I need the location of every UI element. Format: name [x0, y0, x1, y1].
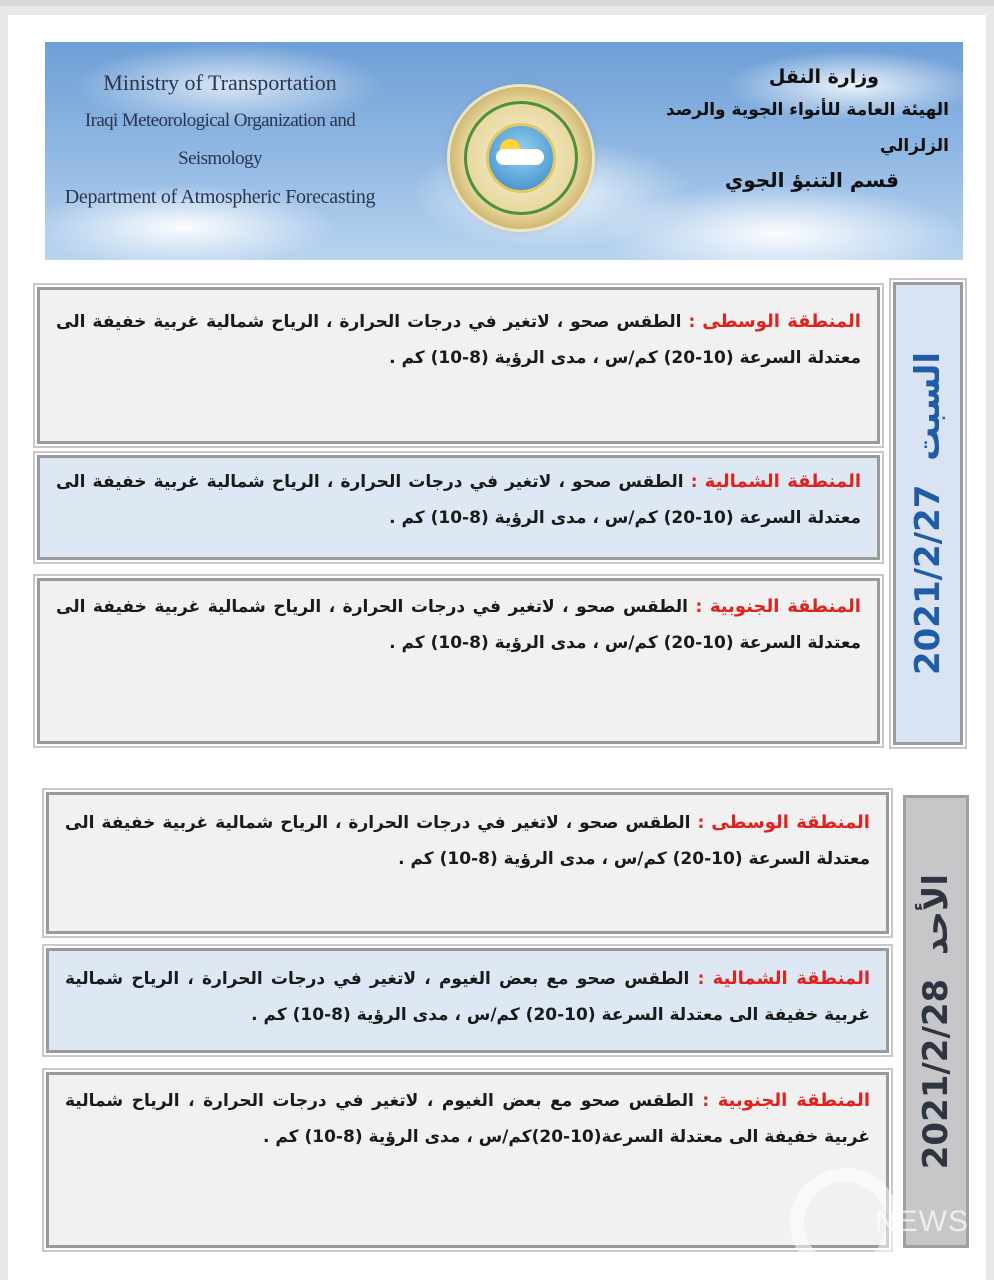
- region-name: المنطقة الجنوبية: [717, 1090, 870, 1111]
- region-name: المنطقة الوسطى: [702, 311, 861, 332]
- day-band-saturday: [893, 282, 963, 745]
- forecast-box-day1-south: المنطقة الجنوبية : الطقس صحو ، لاتغير في درجات الحرارة ، الرياح شمالية غربية خفيفة الى معتدلة السرعة (10-20) كم/س ، مدى الرؤية (8-10) كم .: [37, 578, 880, 744]
- region-name: المنطقة الوسطى: [711, 812, 870, 833]
- day-name: الأحد: [916, 873, 956, 955]
- arabic-header: [649, 62, 949, 196]
- cloud-icon: [496, 149, 544, 165]
- organization-name-en: Iraqi Meteorological Organization and Seismology: [84, 110, 356, 169]
- region-name: المنطقة الشمالية: [704, 471, 861, 492]
- region-name: المنطقة الشمالية: [712, 968, 870, 989]
- forecast-box-day1-central: المنطقة الوسطى : الطقس صحو ، لاتغير في درجات الحرارة ، الرياح شمالية غربية خفيفة الى معتدلة السرعة (10-20) كم/س ، مدى الرؤية (8-10) كم .: [37, 287, 880, 444]
- forecast-box-day1-north: المنطقة الشمالية : الطقس صحو ، لاتغير في درجات الحرارة ، الرياح شمالية غربية خفيفة الى معتدلة السرعة (10-20) كم/س ، مدى الرؤية (8-10) كم .: [37, 455, 880, 560]
- department-name-ar: قسم التنبؤ الجوي: [724, 168, 899, 192]
- forecast-text: الطقس صحو ، لاتغير في درجات الحرارة ، الرياح شمالية غربية خفيفة الى معتدلة السرعة (10-20) كم/س ، مدى الرؤية (8-10) كم .: [56, 597, 861, 653]
- english-header: [55, 64, 385, 216]
- day-name: السبت: [908, 351, 948, 461]
- day-label: [916, 874, 956, 1169]
- watermark-text: NEWS: [875, 1205, 969, 1238]
- header-banner: [45, 42, 963, 260]
- forecast-box-day2-central: المنطقة الوسطى : الطقس صحو ، لاتغير في درجات الحرارة ، الرياح شمالية غربية خفيفة الى معتدلة السرعة (10-20) كم/س ، مدى الرؤية (8-10) كم .: [46, 792, 889, 934]
- organization-seal-logo: [450, 87, 592, 229]
- forecast-text: الطقس صحو ، لاتغير في درجات الحرارة ، الرياح شمالية غربية خفيفة الى معتدلة السرعة (10-20) كم/س ، مدى الرؤية (8-10) كم .: [56, 312, 861, 368]
- organization-name-ar: الهيئة العامة للأنواء الجوية والرصد الزلزالي: [666, 100, 949, 156]
- date-text: 2021/2/28: [916, 978, 956, 1170]
- forecast-text: الطقس صحو ، لاتغير في درجات الحرارة ، الرياح شمالية غربية خفيفة الى معتدلة السرعة (10-20) كم/س ، مدى الرؤية (8-10) كم .: [56, 472, 861, 528]
- day-band-sunday: [903, 795, 969, 1248]
- ministry-name-ar: وزارة النقل: [768, 66, 879, 88]
- forecast-text: الطقس صحو مع بعض الغيوم ، لاتغير في درجات الحرارة ، الرياح شمالية غربية خفيفة الى معتدلة السرعة(10-20)كم/س ، مدى الرؤية (8-10) كم .: [65, 1091, 870, 1147]
- forecast-text: الطقس صحو مع بعض الغيوم ، لاتغير في درجات الحرارة ، الرياح شمالية غربية خفيفة الى معتدلة السرعة (10-20) كم/س ، مدى الرؤية (8-10) كم .: [65, 969, 870, 1025]
- top-border: [0, 0, 994, 6]
- ministry-name-en: Ministry of Transportation: [103, 70, 337, 95]
- forecast-text: الطقس صحو ، لاتغير في درجات الحرارة ، الرياح شمالية غربية خفيفة الى معتدلة السرعة (10-20) كم/س ، مدى الرؤية (8-10) كم .: [65, 813, 870, 869]
- date-text: 2021/2/27: [908, 484, 948, 675]
- region-name: المنطقة الجنوبية: [709, 596, 861, 617]
- day-label: [908, 352, 948, 675]
- forecast-box-day2-north: المنطقة الشمالية : الطقس صحو مع بعض الغيوم ، لاتغير في درجات الحرارة ، الرياح شمالية غربية خفيفة الى معتدلة السرعة (10-20) كم/س ، مدى الرؤية (8-10) كم .: [46, 948, 889, 1053]
- department-name-en: Department of Atmospheric Forecasting: [64, 186, 376, 208]
- forecast-box-day2-south: المنطقة الجنوبية : الطقس صحو مع بعض الغيوم ، لاتغير في درجات الحرارة ، الرياح شمالية غربية خفيفة الى معتدلة السرعة(10-20)كم/س ، مدى الرؤية (8-10) كم .: [46, 1072, 889, 1248]
